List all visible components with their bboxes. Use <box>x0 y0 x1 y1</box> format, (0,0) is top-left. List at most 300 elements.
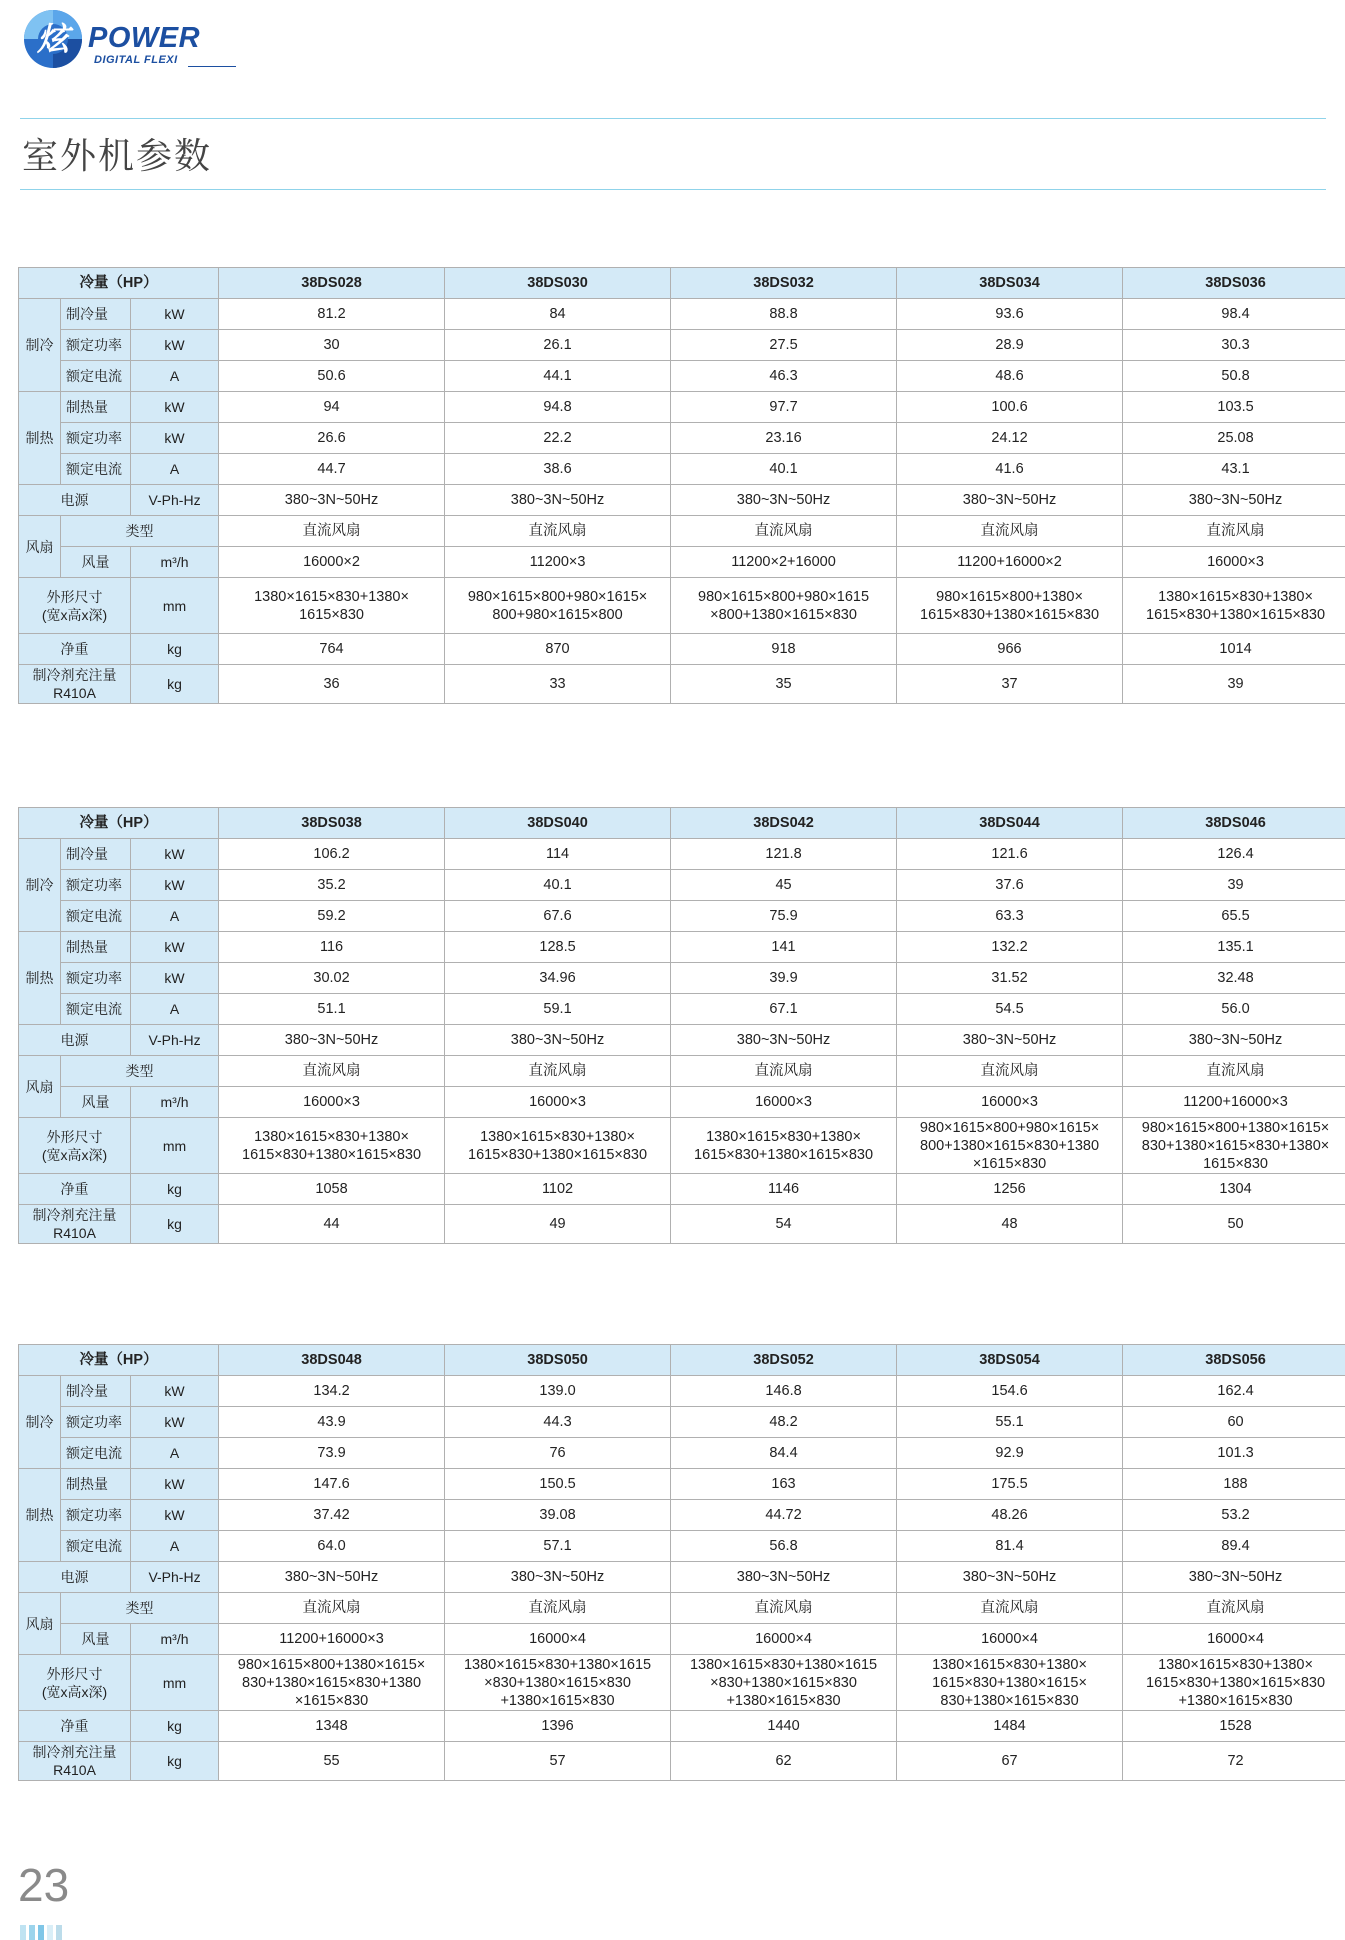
airflow-label: 风量 <box>61 1624 131 1655</box>
dimension-value: 980×1615×800+980×1615× 800+1380×1615×830+1380 ×1615×830 <box>897 1118 1123 1174</box>
dimension-value: 1380×1615×830+1380× 1615×830 <box>219 578 445 634</box>
dimension-value: 980×1615×800+980×1615 ×800+1380×1615×830 <box>671 578 897 634</box>
heat-power-value: 48.26 <box>897 1500 1123 1531</box>
refrigerant-value: 44 <box>219 1205 445 1244</box>
spec-table-1 <box>18 267 1345 704</box>
brand-name: POWER <box>88 22 201 54</box>
net-weight-value: 1014 <box>1123 634 1345 665</box>
brand-mark: 炫 <box>36 20 70 58</box>
cool-current-value: 63.3 <box>897 901 1123 932</box>
dimension-value: 1380×1615×830+1380×1615 ×830+1380×1615×830 +1380×1615×830 <box>671 1655 897 1711</box>
power-supply-value: 380~3N~50Hz <box>219 1025 445 1056</box>
heat-current-value: 43.1 <box>1123 454 1345 485</box>
heat-current-row <box>19 454 1345 485</box>
cool-capacity-value: 121.6 <box>897 839 1123 870</box>
refrigerant-value: 57 <box>445 1742 671 1781</box>
cool-capacity-value: 162.4 <box>1123 1376 1345 1407</box>
unit-label: kW <box>131 870 219 901</box>
cool-capacity-row <box>19 839 1345 870</box>
heat-current-value: 59.1 <box>445 994 671 1025</box>
brand-underline <box>188 66 236 67</box>
fan-type-value: 直流风扇 <box>219 1056 445 1087</box>
heat-current-value: 56.8 <box>671 1531 897 1562</box>
fan-group-label: 风扇 <box>19 516 61 578</box>
fan-type-value: 直流风扇 <box>1123 1593 1345 1624</box>
heating-group-label: 制热 <box>19 932 61 1025</box>
fan-type-label: 类型 <box>61 1593 219 1624</box>
cooling-group-label: 制冷 <box>19 839 61 932</box>
model-header: 38DS050 <box>445 1345 671 1376</box>
heat-power-row <box>19 1500 1345 1531</box>
refrigerant-value: 37 <box>897 665 1123 704</box>
cool-power-value: 35.2 <box>219 870 445 901</box>
airflow-value: 11200+16000×3 <box>1123 1087 1345 1118</box>
refrigerant-value: 33 <box>445 665 671 704</box>
refrigerant-value: 62 <box>671 1742 897 1781</box>
heat-current-label: 额定电流 <box>61 1531 131 1562</box>
spec-table-2 <box>18 807 1345 1244</box>
heat-current-label: 额定电流 <box>61 994 131 1025</box>
unit-label: kW <box>131 963 219 994</box>
net-weight-value: 870 <box>445 634 671 665</box>
unit-label: kW <box>131 423 219 454</box>
airflow-value: 16000×4 <box>1123 1624 1345 1655</box>
dimension-row <box>19 1118 1345 1174</box>
cool-current-value: 76 <box>445 1438 671 1469</box>
refrigerant-row <box>19 1205 1345 1244</box>
page-number: 23 <box>18 1859 70 1911</box>
fan-type-row <box>19 516 1345 547</box>
cool-capacity-value: 93.6 <box>897 299 1123 330</box>
cool-power-value: 27.5 <box>671 330 897 361</box>
cool-capacity-value: 121.8 <box>671 839 897 870</box>
cool-current-row <box>19 1438 1345 1469</box>
heat-power-value: 23.16 <box>671 423 897 454</box>
net-weight-value: 1396 <box>445 1711 671 1742</box>
heat-power-value: 53.2 <box>1123 1500 1345 1531</box>
refrigerant-label: 制冷剂充注量 R410A <box>19 1205 131 1244</box>
unit-label: mm <box>131 578 219 634</box>
heat-power-value: 30.02 <box>219 963 445 994</box>
refrigerant-value: 36 <box>219 665 445 704</box>
airflow-value: 16000×3 <box>671 1087 897 1118</box>
airflow-value: 16000×3 <box>1123 547 1345 578</box>
unit-label: mm <box>131 1118 219 1174</box>
model-header: 38DS032 <box>671 268 897 299</box>
dimension-value: 1380×1615×830+1380× 1615×830+1380×1615×830 <box>671 1118 897 1174</box>
airflow-value: 16000×3 <box>219 1087 445 1118</box>
capacity-header: 冷量（HP） <box>19 268 219 299</box>
dimension-label: 外形尺寸 (宽x高x深) <box>19 578 131 634</box>
heat-capacity-value: 100.6 <box>897 392 1123 423</box>
fan-type-label: 类型 <box>61 516 219 547</box>
heat-power-label: 额定功率 <box>61 963 131 994</box>
cool-capacity-label: 制冷量 <box>61 299 131 330</box>
cool-current-value: 44.1 <box>445 361 671 392</box>
unit-label: m³/h <box>131 1087 219 1118</box>
unit-label: kg <box>131 1742 219 1781</box>
unit-label: kg <box>131 634 219 665</box>
capacity-header: 冷量（HP） <box>19 808 219 839</box>
cool-current-value: 50.6 <box>219 361 445 392</box>
header-row <box>19 268 1345 299</box>
unit-label: kW <box>131 299 219 330</box>
net-weight-label: 净重 <box>19 634 131 665</box>
fan-type-row <box>19 1056 1345 1087</box>
power-supply-value: 380~3N~50Hz <box>897 485 1123 516</box>
net-weight-value: 1348 <box>219 1711 445 1742</box>
cool-power-value: 48.2 <box>671 1407 897 1438</box>
model-header: 38DS046 <box>1123 808 1345 839</box>
cool-capacity-value: 139.0 <box>445 1376 671 1407</box>
refrigerant-value: 67 <box>897 1742 1123 1781</box>
heat-capacity-value: 116 <box>219 932 445 963</box>
airflow-value: 11200×2+16000 <box>671 547 897 578</box>
heating-group-label: 制热 <box>19 1469 61 1562</box>
cool-current-value: 73.9 <box>219 1438 445 1469</box>
cool-current-value: 75.9 <box>671 901 897 932</box>
cool-current-value: 101.3 <box>1123 1438 1345 1469</box>
heat-current-label: 额定电流 <box>61 454 131 485</box>
airflow-row <box>19 1087 1345 1118</box>
heat-power-row <box>19 963 1345 994</box>
brand-subtitle: DIGITAL FLEXI <box>94 54 178 66</box>
airflow-value: 16000×4 <box>897 1624 1123 1655</box>
refrigerant-value: 48 <box>897 1205 1123 1244</box>
net-weight-value: 1058 <box>219 1174 445 1205</box>
refrigerant-row <box>19 1742 1345 1781</box>
heat-current-value: 38.6 <box>445 454 671 485</box>
refrigerant-value: 50 <box>1123 1205 1345 1244</box>
model-header: 38DS042 <box>671 808 897 839</box>
cool-capacity-value: 88.8 <box>671 299 897 330</box>
heat-power-value: 34.96 <box>445 963 671 994</box>
cool-power-value: 55.1 <box>897 1407 1123 1438</box>
fan-type-value: 直流风扇 <box>671 1056 897 1087</box>
heat-power-value: 39.9 <box>671 963 897 994</box>
heat-current-value: 81.4 <box>897 1531 1123 1562</box>
unit-label: kg <box>131 665 219 704</box>
dimension-value: 1380×1615×830+1380× 1615×830+1380×1615×830 <box>1123 578 1345 634</box>
cool-current-value: 59.2 <box>219 901 445 932</box>
unit-label: A <box>131 1531 219 1562</box>
heating-group-label: 制热 <box>19 392 61 485</box>
heat-current-value: 41.6 <box>897 454 1123 485</box>
unit-label: kW <box>131 392 219 423</box>
unit-label: V-Ph-Hz <box>131 485 219 516</box>
heat-current-row <box>19 1531 1345 1562</box>
net-weight-value: 1304 <box>1123 1174 1345 1205</box>
model-header: 38DS028 <box>219 268 445 299</box>
power-supply-row <box>19 1025 1345 1056</box>
unit-label: mm <box>131 1655 219 1711</box>
heat-capacity-value: 94 <box>219 392 445 423</box>
fan-group-label: 风扇 <box>19 1593 61 1655</box>
capacity-header: 冷量（HP） <box>19 1345 219 1376</box>
fan-type-value: 直流风扇 <box>1123 1056 1345 1087</box>
cool-power-value: 39 <box>1123 870 1345 901</box>
unit-label: kW <box>131 1407 219 1438</box>
heat-current-value: 40.1 <box>671 454 897 485</box>
power-supply-value: 380~3N~50Hz <box>671 1025 897 1056</box>
cool-capacity-row <box>19 1376 1345 1407</box>
heat-capacity-value: 175.5 <box>897 1469 1123 1500</box>
model-header: 38DS052 <box>671 1345 897 1376</box>
cooling-group-label: 制冷 <box>19 1376 61 1469</box>
heat-power-label: 额定功率 <box>61 423 131 454</box>
dimension-value: 1380×1615×830+1380× 1615×830+1380×1615×830 +1380×1615×830 <box>1123 1655 1345 1711</box>
cool-current-label: 额定电流 <box>61 1438 131 1469</box>
power-supply-value: 380~3N~50Hz <box>671 1562 897 1593</box>
unit-label: m³/h <box>131 1624 219 1655</box>
model-header: 38DS030 <box>445 268 671 299</box>
dimension-value: 980×1615×800+980×1615× 800+980×1615×800 <box>445 578 671 634</box>
power-supply-value: 380~3N~50Hz <box>219 485 445 516</box>
heat-current-value: 57.1 <box>445 1531 671 1562</box>
unit-label: A <box>131 1438 219 1469</box>
dimension-label: 外形尺寸 (宽x高x深) <box>19 1118 131 1174</box>
net-weight-value: 764 <box>219 634 445 665</box>
cool-power-value: 30.3 <box>1123 330 1345 361</box>
dimension-value: 980×1615×800+1380×1615× 830+1380×1615×830+1380 ×1615×830 <box>219 1655 445 1711</box>
airflow-label: 风量 <box>61 547 131 578</box>
fan-type-value: 直流风扇 <box>445 1056 671 1087</box>
refrigerant-label: 制冷剂充注量 R410A <box>19 1742 131 1781</box>
heat-current-row <box>19 994 1345 1025</box>
unit-label: A <box>131 361 219 392</box>
brand-swirl-icon <box>22 8 84 70</box>
power-supply-value: 380~3N~50Hz <box>219 1562 445 1593</box>
net-weight-value: 1256 <box>897 1174 1123 1205</box>
power-supply-value: 380~3N~50Hz <box>671 485 897 516</box>
heat-capacity-value: 141 <box>671 932 897 963</box>
cool-power-value: 28.9 <box>897 330 1123 361</box>
net-weight-value: 1484 <box>897 1711 1123 1742</box>
fan-type-value: 直流风扇 <box>219 1593 445 1624</box>
refrigerant-value: 39 <box>1123 665 1345 704</box>
cool-power-value: 30 <box>219 330 445 361</box>
power-supply-label: 电源 <box>19 485 131 516</box>
fan-type-value: 直流风扇 <box>897 1056 1123 1087</box>
power-supply-value: 380~3N~50Hz <box>445 1025 671 1056</box>
power-supply-row <box>19 1562 1345 1593</box>
cool-power-value: 37.6 <box>897 870 1123 901</box>
cool-current-row <box>19 361 1345 392</box>
heat-power-value: 25.08 <box>1123 423 1345 454</box>
heat-capacity-value: 163 <box>671 1469 897 1500</box>
refrigerant-row <box>19 665 1345 704</box>
model-header: 38DS056 <box>1123 1345 1345 1376</box>
dimension-row <box>19 578 1345 634</box>
heat-power-label: 额定功率 <box>61 1500 131 1531</box>
cool-power-label: 额定功率 <box>61 870 131 901</box>
cool-current-value: 84.4 <box>671 1438 897 1469</box>
header-row <box>19 808 1345 839</box>
net-weight-row <box>19 1174 1345 1205</box>
net-weight-value: 1102 <box>445 1174 671 1205</box>
dimension-label: 外形尺寸 (宽x高x深) <box>19 1655 131 1711</box>
unit-label: kg <box>131 1205 219 1244</box>
heat-current-value: 54.5 <box>897 994 1123 1025</box>
heat-power-value: 24.12 <box>897 423 1123 454</box>
unit-label: kg <box>131 1711 219 1742</box>
cool-current-row <box>19 901 1345 932</box>
spec-table-3 <box>18 1344 1345 1781</box>
heat-capacity-value: 94.8 <box>445 392 671 423</box>
airflow-value: 16000×3 <box>445 1087 671 1118</box>
power-supply-value: 380~3N~50Hz <box>1123 485 1345 516</box>
heat-capacity-value: 132.2 <box>897 932 1123 963</box>
airflow-value: 11200×3 <box>445 547 671 578</box>
net-weight-value: 966 <box>897 634 1123 665</box>
dimension-value: 980×1615×800+1380× 1615×830+1380×1615×830 <box>897 578 1123 634</box>
cool-capacity-value: 84 <box>445 299 671 330</box>
cool-power-label: 额定功率 <box>61 1407 131 1438</box>
net-weight-value: 1528 <box>1123 1711 1345 1742</box>
model-header: 38DS034 <box>897 268 1123 299</box>
power-supply-value: 380~3N~50Hz <box>1123 1562 1345 1593</box>
net-weight-label: 净重 <box>19 1711 131 1742</box>
net-weight-row <box>19 634 1345 665</box>
power-supply-value: 380~3N~50Hz <box>897 1562 1123 1593</box>
fan-type-value: 直流风扇 <box>897 1593 1123 1624</box>
airflow-row <box>19 1624 1345 1655</box>
footer-stripes <box>20 1925 68 1940</box>
refrigerant-value: 49 <box>445 1205 671 1244</box>
header-rule-top <box>20 118 1326 119</box>
fan-type-row <box>19 1593 1345 1624</box>
fan-type-value: 直流风扇 <box>897 516 1123 547</box>
heat-current-value: 51.1 <box>219 994 445 1025</box>
heat-capacity-value: 128.5 <box>445 932 671 963</box>
dimension-value: 1380×1615×830+1380×1615 ×830+1380×1615×830 +1380×1615×830 <box>445 1655 671 1711</box>
heat-power-value: 32.48 <box>1123 963 1345 994</box>
heat-capacity-value: 103.5 <box>1123 392 1345 423</box>
cool-capacity-value: 154.6 <box>897 1376 1123 1407</box>
heat-capacity-row <box>19 392 1345 423</box>
cool-power-value: 44.3 <box>445 1407 671 1438</box>
unit-label: V-Ph-Hz <box>131 1025 219 1056</box>
unit-label: A <box>131 994 219 1025</box>
power-supply-value: 380~3N~50Hz <box>1123 1025 1345 1056</box>
cool-current-value: 67.6 <box>445 901 671 932</box>
unit-label: kW <box>131 1376 219 1407</box>
refrigerant-label: 制冷剂充注量 R410A <box>19 665 131 704</box>
fan-type-value: 直流风扇 <box>445 516 671 547</box>
cool-current-value: 65.5 <box>1123 901 1345 932</box>
airflow-value: 16000×3 <box>897 1087 1123 1118</box>
heat-current-value: 44.7 <box>219 454 445 485</box>
power-supply-row <box>19 485 1345 516</box>
heat-capacity-value: 135.1 <box>1123 932 1345 963</box>
heat-capacity-value: 97.7 <box>671 392 897 423</box>
heat-capacity-label: 制热量 <box>61 932 131 963</box>
heat-current-value: 64.0 <box>219 1531 445 1562</box>
fan-type-value: 直流风扇 <box>445 1593 671 1624</box>
airflow-value: 11200+16000×2 <box>897 547 1123 578</box>
refrigerant-value: 54 <box>671 1205 897 1244</box>
heat-capacity-value: 150.5 <box>445 1469 671 1500</box>
net-weight-row <box>19 1711 1345 1742</box>
cool-capacity-label: 制冷量 <box>61 839 131 870</box>
unit-label: kW <box>131 1469 219 1500</box>
airflow-row <box>19 547 1345 578</box>
model-header: 38DS048 <box>219 1345 445 1376</box>
cool-power-row <box>19 1407 1345 1438</box>
heat-capacity-row <box>19 932 1345 963</box>
refrigerant-value: 55 <box>219 1742 445 1781</box>
unit-label: m³/h <box>131 547 219 578</box>
page-title: 室外机参数 <box>22 136 213 177</box>
heat-current-value: 67.1 <box>671 994 897 1025</box>
fan-type-value: 直流风扇 <box>671 516 897 547</box>
cool-capacity-value: 106.2 <box>219 839 445 870</box>
cool-power-label: 额定功率 <box>61 330 131 361</box>
fan-type-value: 直流风扇 <box>1123 516 1345 547</box>
cool-capacity-value: 134.2 <box>219 1376 445 1407</box>
power-supply-label: 电源 <box>19 1025 131 1056</box>
net-weight-value: 1146 <box>671 1174 897 1205</box>
heat-current-value: 56.0 <box>1123 994 1345 1025</box>
cool-power-value: 60 <box>1123 1407 1345 1438</box>
refrigerant-value: 72 <box>1123 1742 1345 1781</box>
heat-power-value: 22.2 <box>445 423 671 454</box>
unit-label: kW <box>131 1500 219 1531</box>
cool-current-value: 46.3 <box>671 361 897 392</box>
cool-power-value: 40.1 <box>445 870 671 901</box>
heat-power-row <box>19 423 1345 454</box>
unit-label: kg <box>131 1174 219 1205</box>
cool-capacity-value: 114 <box>445 839 671 870</box>
cool-power-value: 45 <box>671 870 897 901</box>
cool-power-row <box>19 330 1345 361</box>
cooling-group-label: 制冷 <box>19 299 61 392</box>
heat-power-value: 44.72 <box>671 1500 897 1531</box>
cool-power-value: 26.1 <box>445 330 671 361</box>
heat-capacity-label: 制热量 <box>61 1469 131 1500</box>
header-rule-bottom <box>20 189 1326 190</box>
net-weight-value: 1440 <box>671 1711 897 1742</box>
cool-capacity-value: 146.8 <box>671 1376 897 1407</box>
airflow-value: 16000×2 <box>219 547 445 578</box>
cool-power-value: 43.9 <box>219 1407 445 1438</box>
dimension-value: 1380×1615×830+1380× 1615×830+1380×1615× 830+1380×1615×830 <box>897 1655 1123 1711</box>
power-supply-label: 电源 <box>19 1562 131 1593</box>
model-header: 38DS044 <box>897 808 1123 839</box>
fan-type-value: 直流风扇 <box>671 1593 897 1624</box>
power-supply-value: 380~3N~50Hz <box>445 1562 671 1593</box>
heat-power-value: 39.08 <box>445 1500 671 1531</box>
cool-current-value: 48.6 <box>897 361 1123 392</box>
dimension-row <box>19 1655 1345 1711</box>
airflow-label: 风量 <box>61 1087 131 1118</box>
heat-power-value: 37.42 <box>219 1500 445 1531</box>
heat-capacity-value: 188 <box>1123 1469 1345 1500</box>
airflow-value: 11200+16000×3 <box>219 1624 445 1655</box>
cool-capacity-value: 98.4 <box>1123 299 1345 330</box>
heat-capacity-row <box>19 1469 1345 1500</box>
airflow-value: 16000×4 <box>671 1624 897 1655</box>
dimension-value: 1380×1615×830+1380× 1615×830+1380×1615×830 <box>219 1118 445 1174</box>
cool-current-value: 50.8 <box>1123 361 1345 392</box>
heat-power-value: 26.6 <box>219 423 445 454</box>
model-header: 38DS036 <box>1123 268 1345 299</box>
heat-capacity-label: 制热量 <box>61 392 131 423</box>
unit-label: A <box>131 901 219 932</box>
cool-capacity-row <box>19 299 1345 330</box>
cool-current-label: 额定电流 <box>61 901 131 932</box>
cool-capacity-value: 81.2 <box>219 299 445 330</box>
